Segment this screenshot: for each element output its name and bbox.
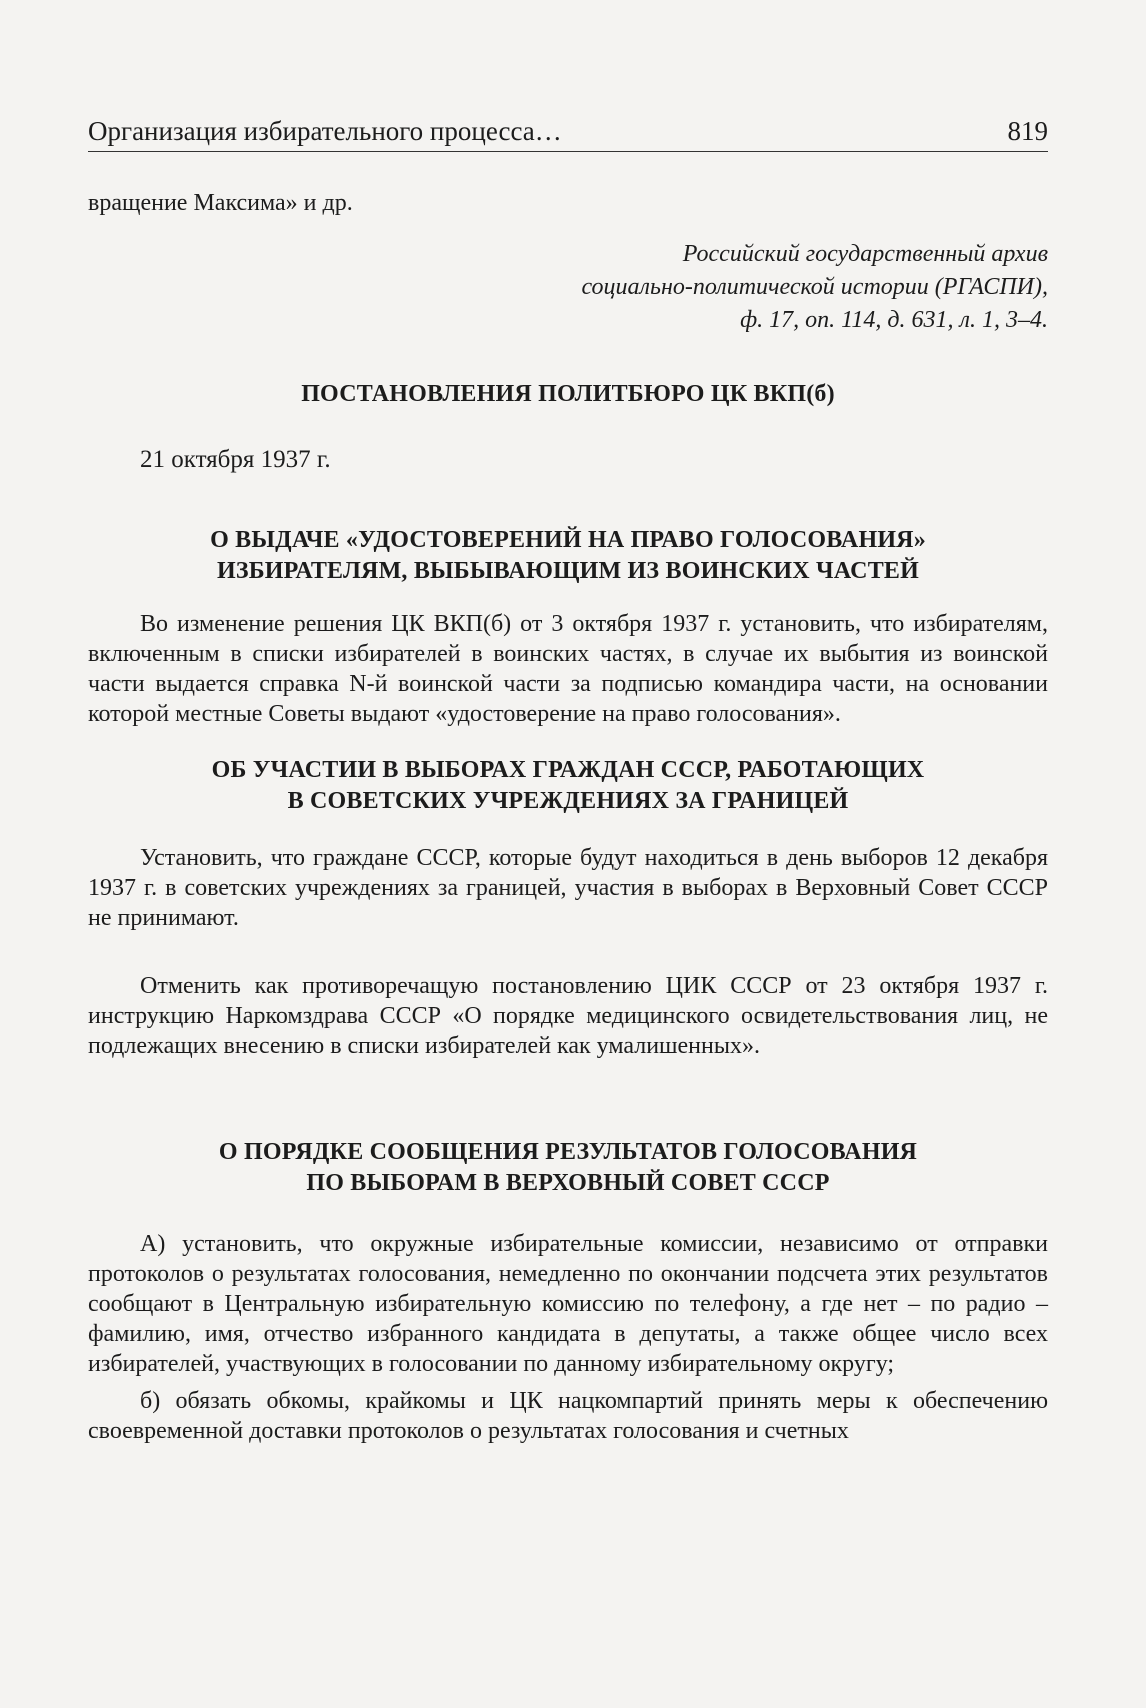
archive-line-1: Российский государственный архив bbox=[682, 241, 1048, 267]
archive-line-2: социально-политической истории (РГАСПИ), bbox=[581, 274, 1048, 300]
running-head bbox=[88, 108, 1048, 152]
section-title-results-reporting bbox=[88, 1137, 1048, 1199]
document-date: 21 октября 1937 г. bbox=[140, 446, 331, 473]
section-body: Установить, что граждане СССР, которые будут находиться в день выборов 12 декабря 1937 г. в советских учреждениях за границей, участия в выборах в Верховный Совет СССР не принимают. bbox=[88, 845, 1048, 931]
section-body: Отменить как противоречащую постановлению ЦИК СССР от 23 октября 1937 г. инструкцию Наркомздрава СССР «О порядке медицинского освидетельствования лиц, не подлежащих внесению в списки избирателей как умалишенных». bbox=[88, 973, 1048, 1059]
section-body: Во изменение решения ЦК ВКП(б) от 3 октября 1937 г. установить, что избирателям, включенным в списки избирателей в воинских частях, в случае их выбытия из воинской части выдается справка N-й воинской части за подписью командира части, на основании которой местные Советы выдают «удостоверение на право голосования». bbox=[88, 611, 1048, 727]
section-title-line: ИЗБИРАТЕЛЯМ, ВЫБЫВАЮЩИМ ИЗ ВОИНСКИХ ЧАСТЕЙ bbox=[216, 558, 920, 584]
continuation-text: вращение Максима» и др. bbox=[88, 190, 353, 216]
list-item-b: б) обязать обкомы, крайкомы и ЦК нацкомпартий принять меры к обеспечению своевременной доставки протоколов о результатах голосования и счетных bbox=[88, 1388, 1048, 1444]
section-title-line: ОБ УЧАСТИИ В ВЫБОРАХ ГРАЖДАН СССР, РАБОТАЮЩИХ bbox=[211, 757, 925, 783]
main-title: ПОСТАНОВЛЕНИЯ ПОЛИТБЮРО ЦК ВКП(б) bbox=[301, 381, 835, 407]
section-title-abroad-citizens bbox=[88, 755, 1048, 817]
page-number: 819 bbox=[1007, 116, 1048, 146]
section-title-line: О ВЫДАЧЕ «УДОСТОВЕРЕНИЙ НА ПРАВО ГОЛОСОВАНИЯ» bbox=[210, 527, 926, 553]
section-title-line: ПО ВЫБОРАМ В ВЕРХОВНЫЙ СОВЕТ СССР bbox=[306, 1170, 830, 1196]
section-body-items bbox=[88, 1229, 1048, 1446]
section-title-voting-certificates bbox=[88, 525, 1048, 587]
page-content bbox=[88, 188, 1048, 1446]
section-title-line: В СОВЕТСКИХ УЧРЕЖДЕНИЯХ ЗА ГРАНИЦЕЙ bbox=[287, 788, 849, 814]
archive-reference bbox=[88, 238, 1048, 337]
list-item-a: А) установить, что окружные избирательные комиссии, независимо от отправки протоколов о результатах голосования, немедленно по окончании подсчета этих результатов сообщают в Центральную избирательную комиссию по телефону, а где нет – по радио – фамилию, имя, отчество избранного кандидата в депутаты, а также общее число всех избирателей, участвующих в голосовании по данному избирательному округу; bbox=[88, 1231, 1048, 1377]
section-title-line: О ПОРЯДКЕ СООБЩЕНИЯ РЕЗУЛЬТАТОВ ГОЛОСОВАНИЯ bbox=[218, 1139, 918, 1165]
archive-line-3: ф. 17, оп. 114, д. 631, л. 1, 3–4. bbox=[740, 307, 1048, 333]
running-head-title: Организация избирательного процесса… bbox=[88, 116, 562, 146]
